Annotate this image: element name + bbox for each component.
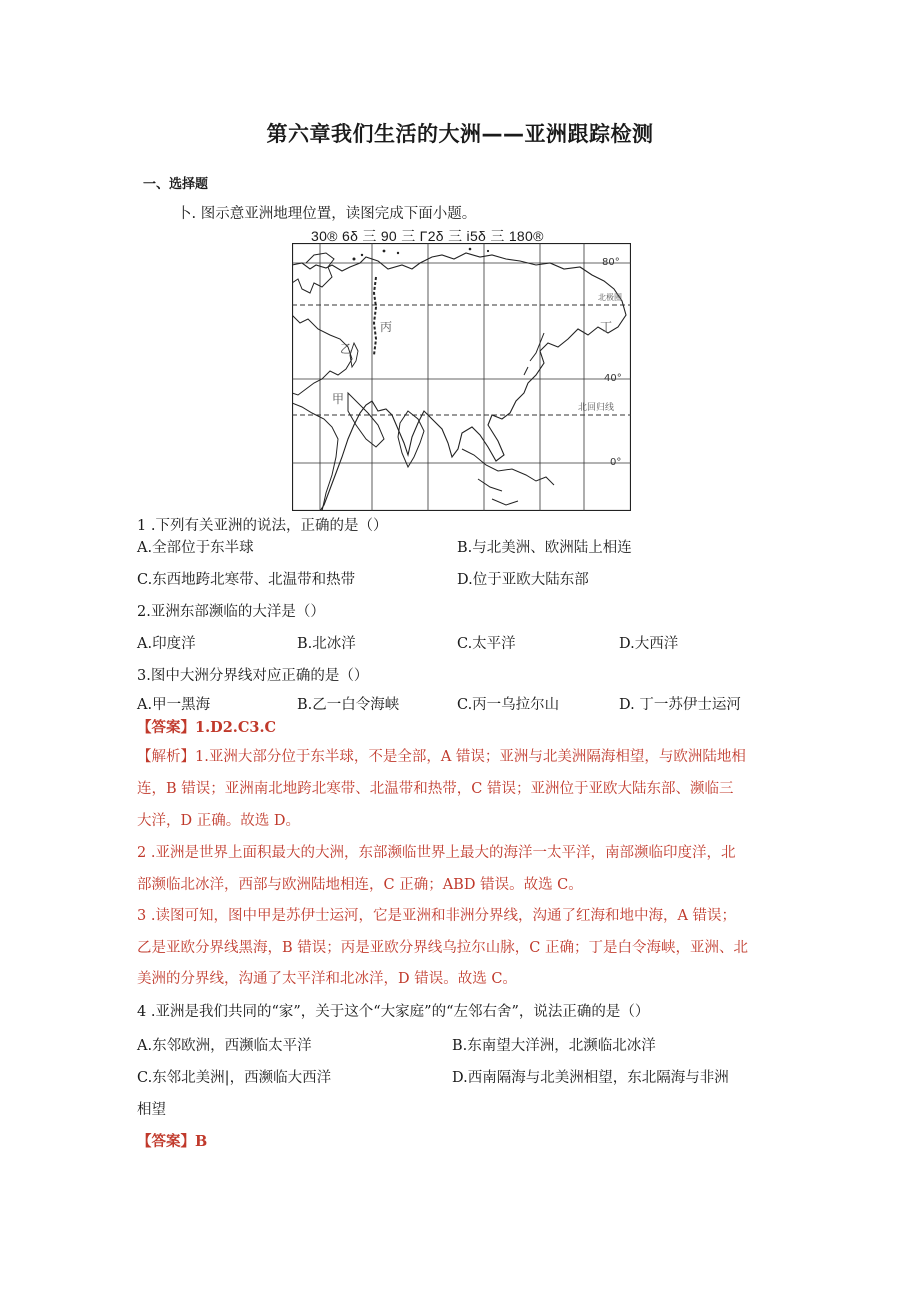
q3-option-c: C.丙一乌拉尔山	[457, 697, 560, 713]
analysis-line-8: 美洲的分界线，沟通了太平洋和北冰洋，D 错误。故选 C。	[137, 971, 517, 987]
analysis-line-6: 3 .读图可知，图中甲是苏伊士运河，它是亚洲和非洲分界线，沟通了红海和地中海，A 错误；	[137, 908, 737, 924]
q4-option-c: C.东邻北美洲|，西濒临大西洋	[137, 1070, 332, 1086]
page-title: 第六章我们生活的大洲——亚洲跟踪检测	[266, 122, 654, 146]
asia-map-figure	[292, 243, 631, 511]
lat-80-label: 80°	[602, 257, 620, 268]
q1-option-d: D.位于亚欧大陆东部	[457, 572, 589, 588]
q1-option-c: C.东西地跨北寒带、北温带和热带	[137, 572, 356, 588]
question-intro: 卜. 图示意亚洲地理位置，读图完成下面小题。	[177, 206, 477, 222]
q2-option-b: B.北冰洋	[297, 636, 356, 652]
q2-stem: 2.亚洲东部濒临的大洋是（）	[137, 604, 325, 620]
q3-option-a: A.甲一黑海	[137, 697, 211, 713]
analysis-line-1: 【解析】1.亚洲大部分位于东半球，不是全部，A 错误；亚洲与北美洲隔海相望，与欧洲陆地相	[137, 749, 746, 765]
q1-option-a: A.全部位于东半球	[137, 540, 254, 556]
lat-40-label: 40°	[604, 373, 622, 384]
q4-option-a: A.东邻欧洲，西濒临太平洋	[137, 1038, 312, 1054]
arctic-circle-label: 北极圈	[598, 293, 622, 302]
label-bing: 丙	[380, 320, 393, 334]
section-heading: 一、选择题	[143, 177, 209, 192]
q2-option-a: A.印度洋	[137, 636, 196, 652]
answer-4: 【答案】B	[137, 1133, 208, 1150]
lat-0-label: 0°	[610, 457, 622, 468]
q3-stem: 3.图中大洲分界线对应正确的是（）	[137, 668, 369, 684]
q3-option-b: B.乙一白令海峡	[297, 697, 400, 713]
analysis-line-5: 部濒临北冰洋，西部与欧洲陆地相连，C 正确；ABD 错误。故选 C。	[137, 877, 583, 893]
map-longitude-labels: 30® 6δ 三 90 三 Γ2δ 三 i5δ 三 180®	[311, 228, 544, 244]
map-frame	[293, 244, 631, 511]
q1-option-b: B.与北美洲、欧洲陆上相连	[457, 540, 632, 556]
label-ding: 丁	[600, 320, 613, 334]
analysis-line-4: 2 .亚洲是世界上面积最大的大洲，东部濒临世界上最大的海洋一太平洋，南部濒临印度洋，北	[137, 845, 736, 861]
q4-stem: 4 .亚洲是我们共同的“家”，关于这个“大家庭”的“左邻右舍”，说法正确的是（）	[137, 1004, 650, 1020]
analysis-line-3: 大洋，D 正确。故选 D。	[137, 813, 300, 829]
q4-option-d: D.西南隔海与北美洲相望，东北隔海与非洲	[452, 1070, 729, 1086]
q4-option-d-continued: 相望	[137, 1102, 166, 1118]
asia-map-svg	[292, 243, 631, 511]
q2-option-c: C.太平洋	[457, 636, 516, 652]
answer-1-3: 【答案】1.D2.C3.C	[137, 719, 277, 736]
tropic-label: 北回归线	[578, 403, 615, 413]
q1-stem: 1 .下列有关亚洲的说法，正确的是（）	[137, 518, 388, 534]
analysis-line-7: 乙是亚欧分界线黑海，B 错误；丙是亚欧分界线乌拉尔山脉，C 正确；丁是白令海峡，亚洲、北	[137, 940, 748, 956]
label-jia: 甲	[332, 392, 345, 406]
q4-option-b: B.东南望大洋洲，北濒临北冰洋	[452, 1038, 656, 1054]
analysis-line-2: 连，B 错误；亚洲南北地跨北寒带、北温带和热带，C 错误；亚洲位于亚欧大陆东部、濒临三	[137, 781, 734, 797]
label-yi: 乙	[340, 342, 353, 356]
q3-option-d: D. 丁一苏伊士运河	[619, 697, 741, 713]
q2-option-d: D.大西洋	[619, 636, 679, 652]
